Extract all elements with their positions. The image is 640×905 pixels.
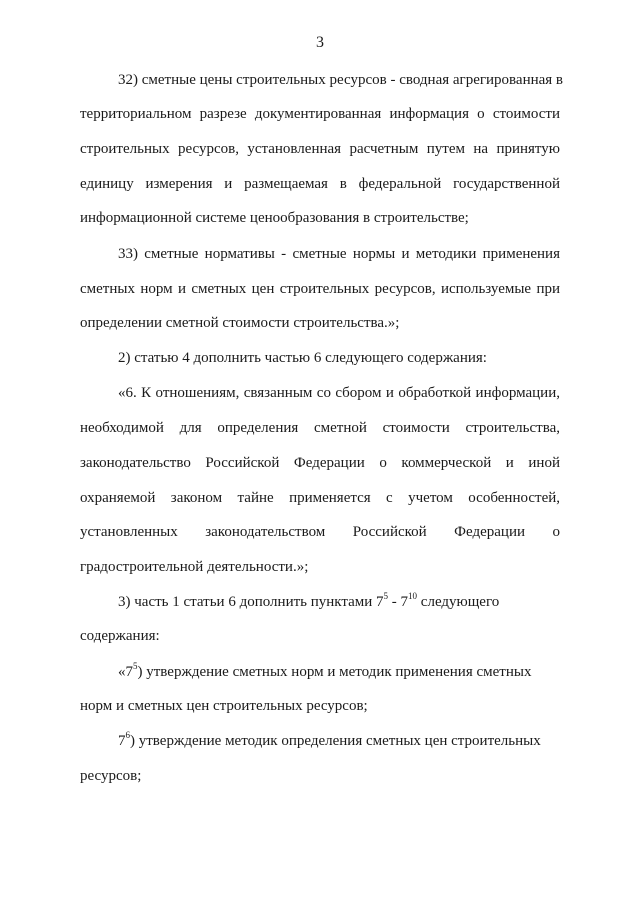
page-number: 3	[316, 34, 324, 51]
text-line: законодательство Российской Федерации о коммерческой и иной	[80, 455, 560, 471]
superscript: 10	[408, 591, 418, 601]
text-run: «7	[118, 664, 133, 680]
text-run: - 7	[388, 594, 409, 610]
superscript: 6	[125, 730, 130, 740]
text-line: строительных ресурсов, установленная расчетным путем на принятую	[80, 141, 560, 157]
text-line: охраняемой законом тайне применяется с учетом особенностей,	[80, 490, 560, 506]
text-line: норм и сметных цен строительных ресурсов;	[80, 698, 368, 714]
text-line: содержания:	[80, 628, 160, 644]
text-run: 3) часть 1 статьи 6 дополнить пунктами 7	[118, 594, 384, 610]
text-line: ресурсов;	[80, 768, 142, 784]
text-line-with-superscripts	[118, 731, 560, 751]
text-line: 2) статью 4 дополнить частью 6 следующего содержания:	[118, 350, 487, 366]
superscript: 5	[133, 661, 138, 671]
superscript: 5	[383, 591, 389, 601]
text-run: ) утверждение методик определения сметных цен строительных	[130, 733, 541, 749]
text-line: территориальном разрезе документированная информация о стоимости	[80, 106, 560, 122]
text-line: 32) сметные цены строительных ресурсов - сводная агрегированная в	[118, 72, 564, 88]
text-line: необходимой для определения сметной стоимости строительства,	[80, 420, 560, 436]
text-run: следующего	[417, 594, 500, 610]
text-line: определении сметной стоимости строительства.»;	[80, 315, 400, 331]
text-line: информационной системе ценообразования в строительстве;	[80, 210, 469, 226]
text-line: 33) сметные нормативы - сметные нормы и методики применения	[118, 246, 560, 262]
text-line: установленных законодательством Российской Федерации о	[80, 524, 560, 540]
text-line: сметных норм и сметных цен строительных ресурсов, используемые при	[80, 281, 560, 297]
text-line: единицу измерения и размещаемая в федеральной государственной	[80, 176, 560, 192]
text-line-with-superscripts	[118, 662, 560, 682]
text-run: 7	[118, 733, 126, 749]
text-line-with-superscripts	[118, 592, 560, 612]
text-run: ) утверждение сметных норм и методик применения сметных	[137, 664, 532, 680]
text-line: «6. К отношениям, связанным со сбором и обработкой информации,	[118, 385, 560, 401]
text-line: градостроительной деятельности.»;	[80, 559, 309, 575]
